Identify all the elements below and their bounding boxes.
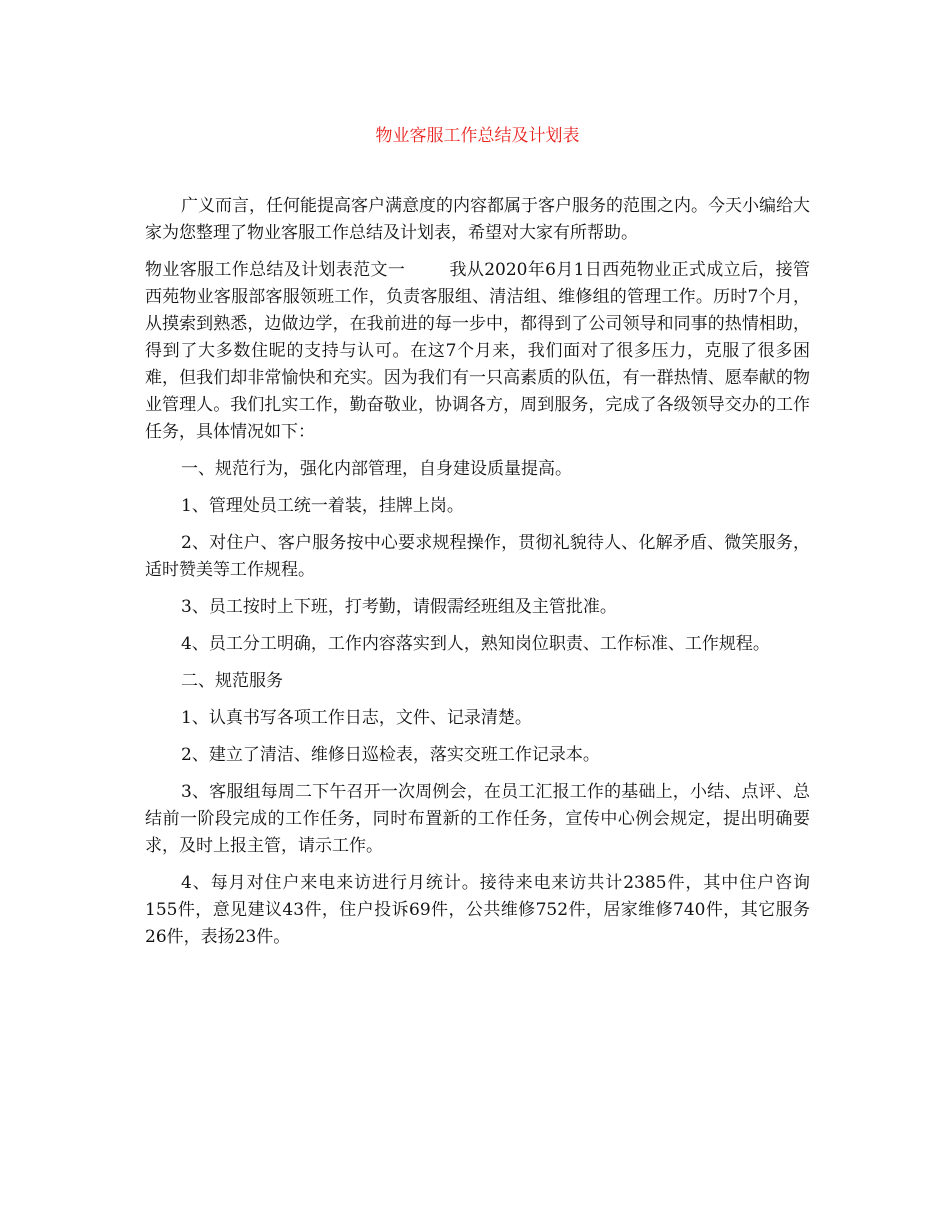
sample-heading: 物业客服工作总结及计划表范文一 [145, 260, 406, 280]
list-item: 3、客服组每周二下午召开一次周例会，在员工汇报工作的基础上，小结、点评、总结前一阶段完成的工作任务，同时布置新的工作任务，宣传中心例会规定，提出明确要求，及时上报主管，请示工作。 [145, 782, 810, 856]
list-item: 1、认真书写各项工作日志，文件、记录清楚。 [181, 708, 532, 728]
document-title: 物业客服工作总结及计划表 [375, 126, 580, 146]
sample-first-paragraph: 我从2020年6月1日西苑物业正式成立后，接管西苑物业客服部客服领班工作，负责客服组、清洁组、维修组的管理工作。历时7个月，从摸索到熟悉，边做边学，在我前进的每一步中，都得到了公司领导和同事的热情相助，得到了大多数住昵的支持与认可。在这7个月来，我们面对了很多压力，克服了很多困难，但我们却非常愉快和充实。因为我们有一只高素质的队伍，有一群热情、愿奉献的物业管理人。我们扎实工作，勤奋敬业，协调各方，周到服务，完成了各级领导交办的工作任务，具体情况如下： [145, 260, 810, 442]
list-item: 2、对住户、客户服务按中心要求规程操作，贯彻礼貌待人、化解矛盾、微笑服务，适时赞美等工作规程。 [145, 533, 810, 580]
list-item: 4、员工分工明确，工作内容落实到人，熟知岗位职责、工作标准、工作规程。 [181, 634, 770, 654]
section-heading-1: 一、规范行为，强化内部管理，自身建设质量提高。 [181, 459, 572, 479]
list-item: 4、每月对住户来电来访进行月统计。接待来电来访共计2385件，其中住户咨询155件，意见建议43件，住户投诉69件，公共维修752件，居家维修740件，其它服务26件，表扬23件。 [145, 873, 810, 947]
list-item: 3、员工按时上下班，打考勤，请假需经班组及主管批准。 [181, 597, 617, 617]
document-body [145, 193, 810, 961]
list-item: 1、管理处员工统一着装，挂牌上岗。 [181, 496, 464, 516]
sample-paragraph [145, 257, 810, 446]
section-heading-2: 二、规范服务 [181, 671, 283, 691]
intro-paragraph: 广义而言，任何能提高客户满意度的内容都属于客户服务的范围之内。今天小编给大家为您整理了物业客服工作总结及计划表，希望对大家有所帮助。 [145, 196, 810, 243]
list-item: 2、建立了清洁、维修日巡检表，落实交班工作记录本。 [181, 745, 600, 765]
